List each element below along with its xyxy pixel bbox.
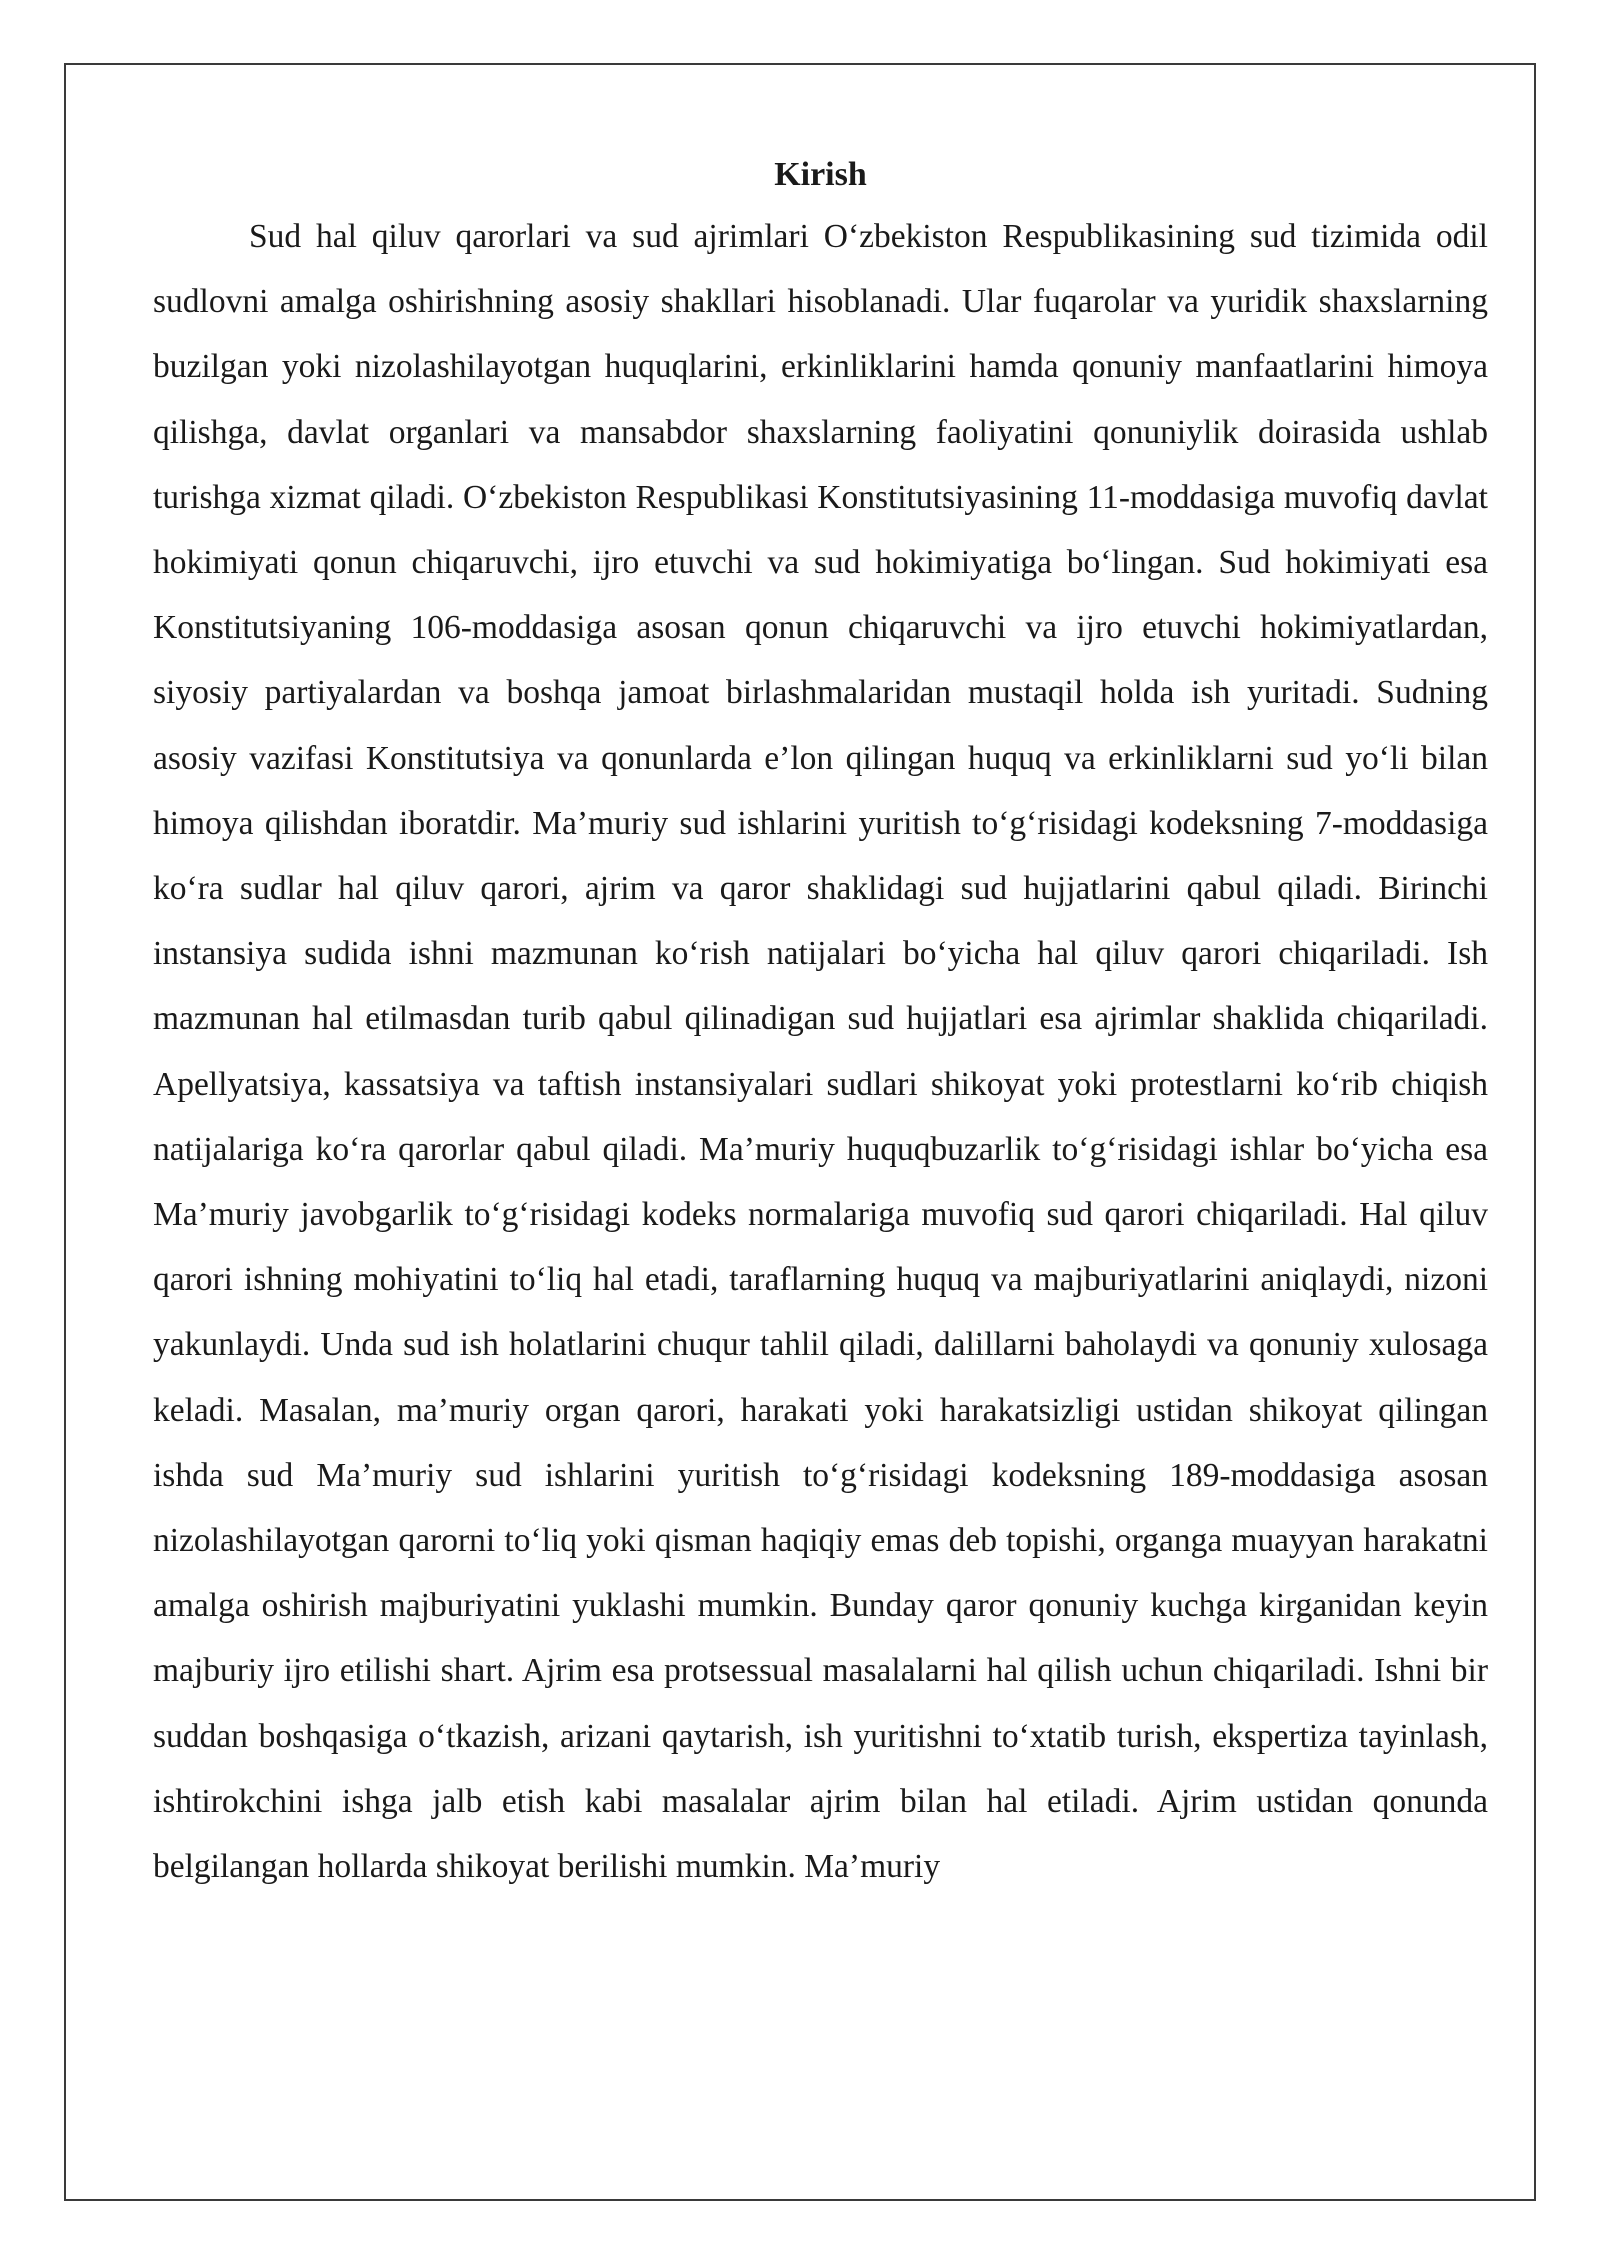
document-title: Kirish [774, 156, 867, 193]
document-content [153, 146, 1488, 1899]
body-paragraph: Sud hal qiluv qarorlari va sud ajrimlari O‘zbekiston Respublikasining sud tizimida odil sudlovni amalga oshirishning asosiy shakllari hisoblanadi. Ular fuqarolar va yuridik shaxslarning buzilgan yoki nizolashilayotgan huquqlarini, erkinliklarini hamda qonuniy manfaatlarini himoya qilishga, davlat organlari va mansabdor shaxslarning faoliyatini qonuniylik doirasida ushlab turishga xizmat qiladi. O‘zbekiston Respublikasi Konstitutsiyasining 11-moddasiga muvofiq davlat hokimiyati qonun chiqaruvchi, ijro etuvchi va sud hokimiyatiga bo‘lingan. Sud hokimiyati esa Konstitutsiyaning 106-moddasiga asosan qonun chiqaruvchi va ijro etuvchi hokimiyatlardan, siyosiy partiyalardan va boshqa jamoat birlashmalaridan mustaqil holda ish yuritadi. Sudning asosiy vazifasi Konstitutsiya va qonunlarda e’lon qilingan huquq va erkinliklarni sud yo‘li bilan himoya qilishdan iboratdir. Ma’muriy sud ishlarini yuritish to‘g‘risidagi kodeksning 7-moddasiga ko‘ra sudlar hal qiluv qarori, ajrim va qaror shaklidagi sud hujjatlarini qabul qiladi. Birinchi instansiya sudida ishni mazmunan ko‘rish natijalari bo‘yicha hal qiluv qarori chiqariladi. Ish mazmunan hal etilmasdan turib qabul qilinadigan sud hujjatlari esa ajrimlar shaklida chiqariladi. Apellyatsiya, kassatsiya va taftish instansiyalari sudlari shikoyat yoki protestlarni ko‘rib chiqish natijalariga ko‘ra qarorlar qabul qiladi. Ma’muriy huquqbuzarlik to‘g‘risidagi ishlar bo‘yicha esa Ma’muriy javobgarlik to‘g‘risidagi kodeks normalariga muvofiq sud qarori chiqariladi. Hal qiluv qarori ishning mohiyatini to‘liq hal etadi, taraflarning huquq va majburiyatlarini aniqlaydi, nizoni yakunlaydi. Unda sud ish holatlarini chuqur tahlil qiladi, dalillarni baholaydi va qonuniy xulosaga keladi. Masalan, ma’muriy organ qarori, harakati yoki harakatsizligi ustidan shikoyat qilingan ishda sud Ma’muriy sud ishlarini yuritish to‘g‘risidagi kodeksning 189-moddasiga asosan nizolashilayotgan qarorni to‘liq yoki qisman haqiqiy emas deb topishi, organga muayyan harakatni amalga oshirish majburiyatini yuklashi mumkin. Bunday qaror qonuniy kuchga kirganidan keyin majburiy ijro etilishi shart. Ajrim esa protsessual masalalarni hal qilish uchun chiqariladi. Ishni bir suddan boshqasiga o‘tkazish, arizani qaytarish, ish yuritishni to‘xtatib turish, ekspertiza tayinlash, ishtirokchini ishga jalb etish kabi masalalar ajrim bilan hal etiladi. Ajrim ustidan qonunda belgilangan hollarda shikoyat berilishi mumkin. Ma’muriy [153, 218, 1488, 1886]
